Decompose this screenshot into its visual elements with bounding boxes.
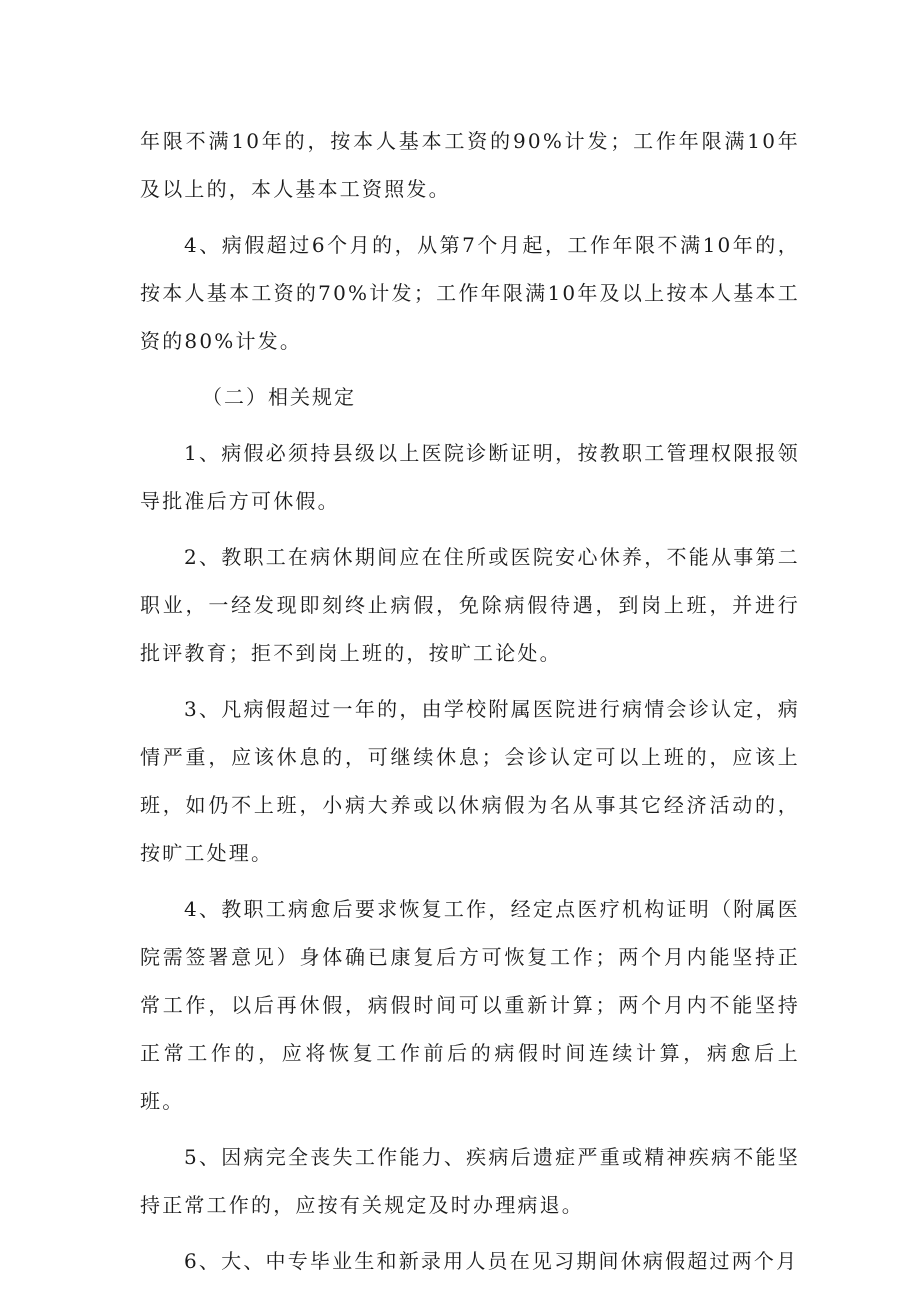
section-subheading-related-rules: （二）相关规定 xyxy=(202,385,356,409)
paragraph-rule-1: 1、病假必须持县级以上医院诊断证明，按教职工管理权限报领导批准后方可休假。 xyxy=(140,441,800,513)
paragraph-rule-4: 4、教职工病愈后要求恢复工作，经定点医疗机构证明（附属医院需签署意见）身体确已康复后方可恢复工作；两个月内能坚持正常工作，以后再休假，病假时间可以重新计算；两个月内不能坚持正常工作的，应将恢复工作前后的病假时间连续计算，病愈后上班。 xyxy=(140,897,800,1113)
paragraph-rule-3: 3、凡病假超过一年的，由学校附属医院进行病情会诊认定，病情严重，应该休息的，可继续休息；会诊认定可以上班的，应该上班，如仍不上班，小病大养或以休病假为名从事其它经济活动的，按旷工处理。 xyxy=(140,697,800,865)
paragraph-rule-6: 6、大、中专毕业生和新录用人员在见习期间休病假超过两个月 xyxy=(184,1249,799,1273)
paragraph-rule-2: 2、教职工在病休期间应在住所或医院安心休养，不能从事第二职业，一经发现即刻终止病假，免除病假待遇，到岗上班，并进行批评教育；拒不到岗上班的，按旷工论处。 xyxy=(140,545,800,665)
paragraph-item-4-sick-leave-over-6-months: 4、病假超过6个月的，从第7个月起，工作年限不满10年的，按本人基本工资的70%计发；工作年限满10年及以上按本人基本工资的80%计发。 xyxy=(140,233,800,353)
document-body xyxy=(140,117,800,1293)
paragraph-continuation: 年限不满10年的，按本人基本工资的90%计发；工作年限满10年及以上的，本人基本工资照发。 xyxy=(140,129,800,201)
paragraph-rule-5: 5、因病完全丧失工作能力、疾病后遗症严重或精神疾病不能坚持正常工作的，应按有关规定及时办理病退。 xyxy=(140,1145,800,1217)
